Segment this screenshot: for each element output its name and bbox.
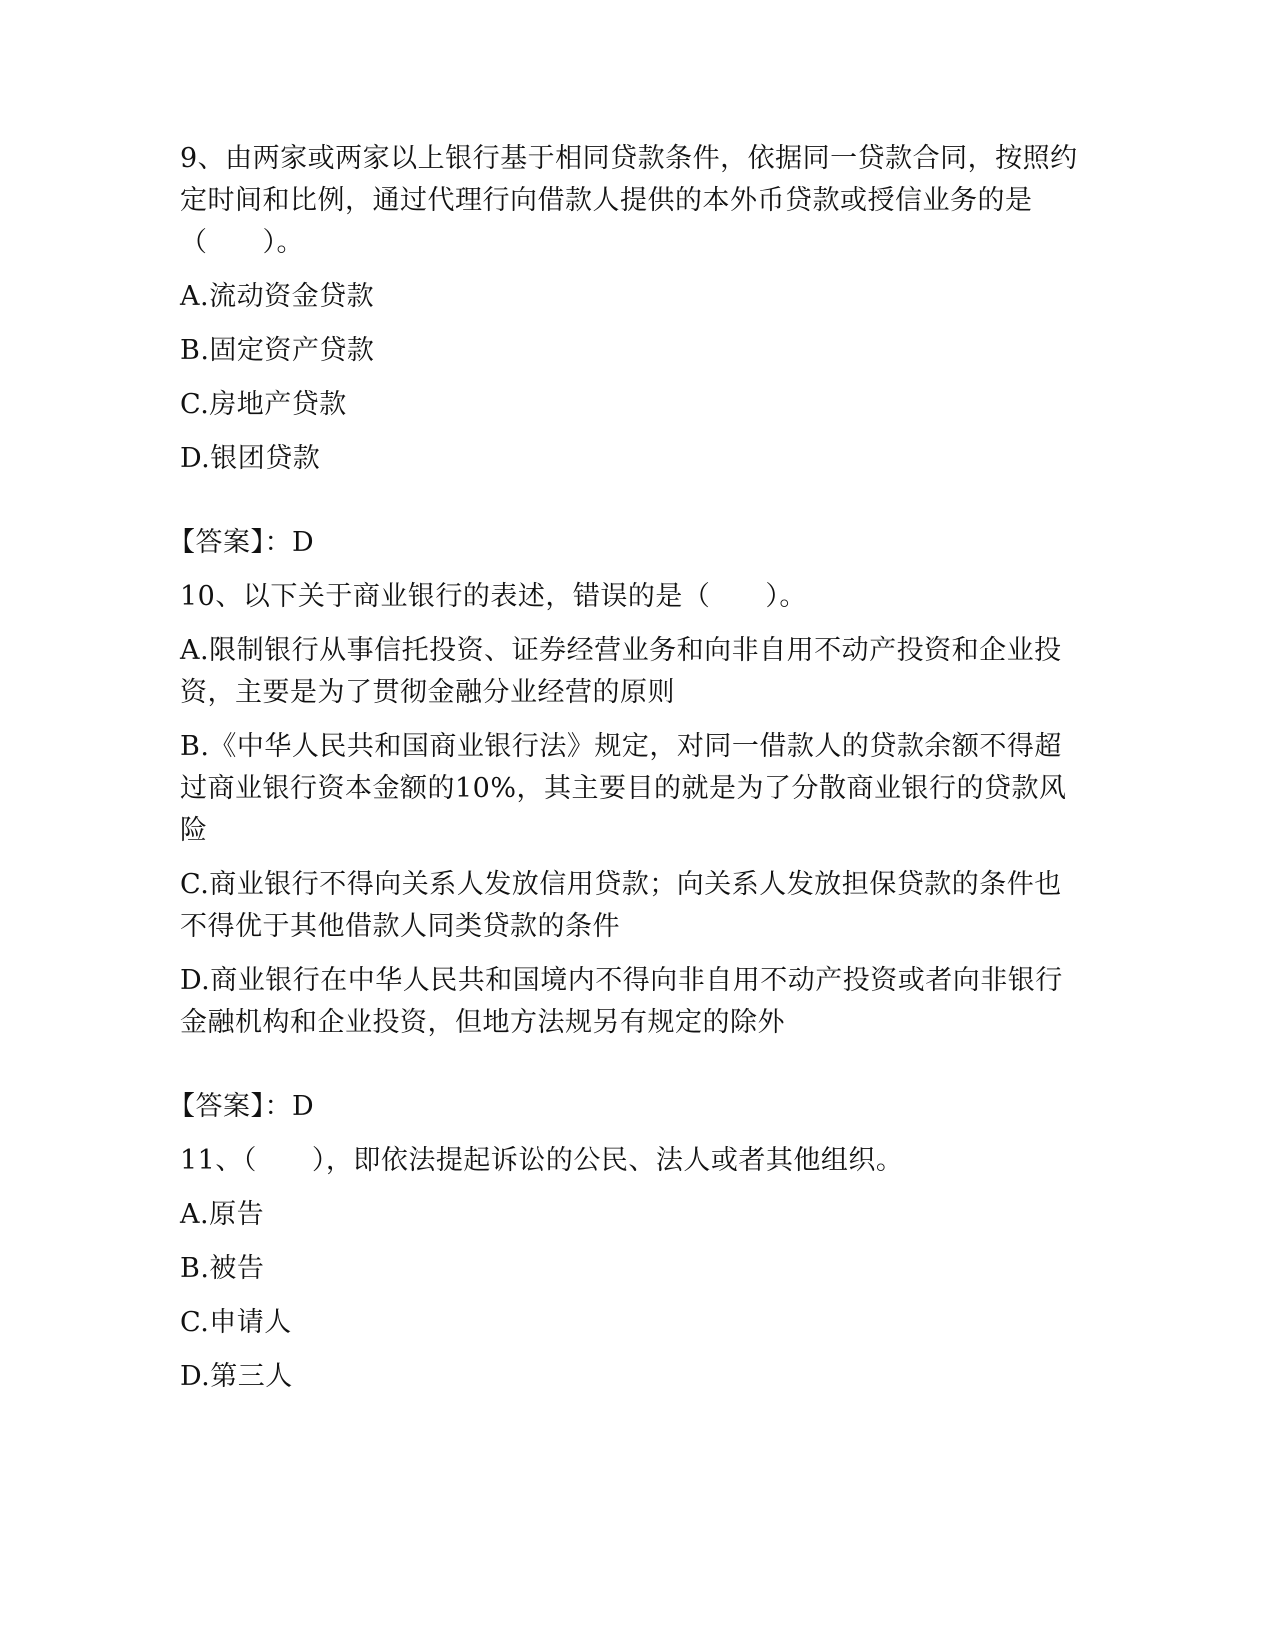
question-11 — [180, 1140, 1080, 1398]
document-page — [168, 138, 1080, 1410]
option-a: A.原告 — [180, 1199, 265, 1230]
option-d: D.银团贷款 — [180, 443, 321, 474]
question-stem: 9、由两家或两家以上银行基于相同贷款条件，依据同一贷款合同，按照约定时间和比例，通过代理行向借款人提供的本外币贷款或授信业务的是（ ）。 — [180, 143, 1078, 258]
option-b: B.固定资产贷款 — [180, 335, 375, 366]
option-b: B.被告 — [180, 1253, 265, 1284]
answer-line: 【答案】：D — [168, 1091, 315, 1122]
question-stem: 10、以下关于商业银行的表述，错误的是（ ）。 — [180, 581, 807, 612]
answer-line: 【答案】：D — [168, 527, 315, 558]
question-10 — [168, 576, 1080, 1128]
option-c: C.商业银行不得向关系人发放信用贷款；向关系人发放担保贷款的条件也不得优于其他借款人同类贷款的条件 — [180, 869, 1062, 942]
option-c: C.申请人 — [180, 1307, 292, 1338]
option-d: D.第三人 — [180, 1361, 293, 1392]
question-stem: 11、（ ），即依法提起诉讼的公民、法人或者其他组织。 — [180, 1145, 904, 1176]
option-a: A.流动资金贷款 — [180, 281, 375, 312]
option-b: B.《中华人民共和国商业银行法》规定，对同一借款人的贷款余额不得超过商业银行资本金额的10%，其主要目的就是为了分散商业银行的贷款风险 — [180, 731, 1067, 846]
question-9 — [168, 138, 1080, 564]
option-d: D.商业银行在中华人民共和国境内不得向非自用不动产投资或者向非银行金融机构和企业投资，但地方法规另有规定的除外 — [180, 965, 1063, 1038]
option-c: C.房地产贷款 — [180, 389, 347, 420]
option-a: A.限制银行从事信托投资、证券经营业务和向非自用不动产投资和企业投资，主要是为了贯彻金融分业经营的原则 — [180, 635, 1062, 708]
